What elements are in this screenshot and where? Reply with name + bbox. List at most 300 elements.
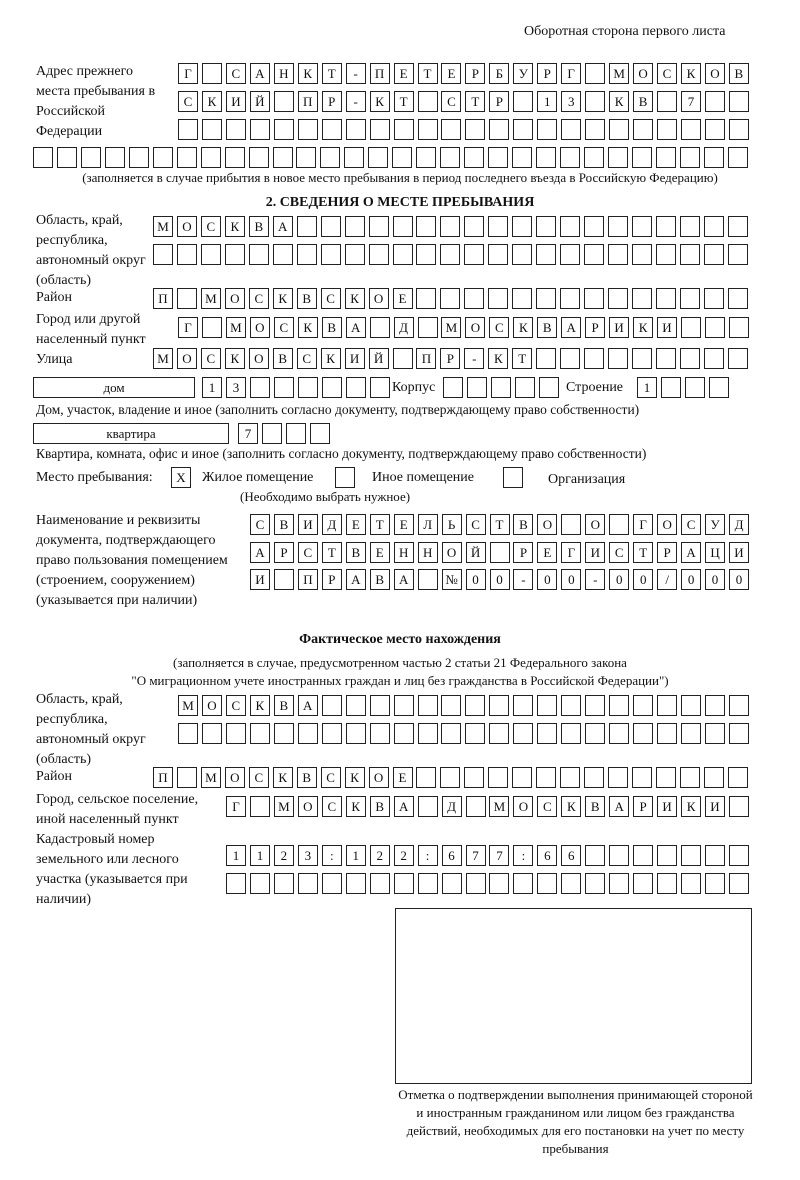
char-cell[interactable]	[705, 723, 725, 744]
char-cell[interactable]	[296, 147, 316, 168]
char-cell[interactable]: Е	[346, 514, 366, 535]
char-cell[interactable]: 7	[238, 423, 258, 444]
char-cell[interactable]	[608, 767, 628, 788]
char-cell[interactable]: С	[249, 288, 269, 309]
char-cell[interactable]: 0	[633, 569, 653, 590]
char-cell[interactable]: С	[201, 216, 221, 237]
char-cell[interactable]	[728, 348, 748, 369]
char-cell[interactable]	[369, 216, 389, 237]
char-cell[interactable]: Л	[418, 514, 438, 535]
char-cell[interactable]	[656, 348, 676, 369]
char-cell[interactable]	[394, 873, 414, 894]
char-cell[interactable]: Т	[418, 63, 438, 84]
char-cell[interactable]	[298, 723, 318, 744]
char-cell[interactable]	[441, 695, 461, 716]
char-cell[interactable]	[322, 873, 342, 894]
char-cell[interactable]	[512, 147, 532, 168]
char-cell[interactable]: 3	[226, 377, 246, 398]
char-cell[interactable]	[681, 845, 701, 866]
char-cell[interactable]	[729, 317, 749, 338]
char-cell[interactable]	[177, 244, 197, 265]
char-cell[interactable]	[465, 119, 485, 140]
char-cell[interactable]: :	[513, 845, 533, 866]
char-cell[interactable]: О	[369, 288, 389, 309]
char-cell[interactable]	[178, 723, 198, 744]
char-cell[interactable]	[536, 216, 556, 237]
char-cell[interactable]: П	[298, 569, 318, 590]
char-cell[interactable]	[705, 317, 725, 338]
char-cell[interactable]	[418, 796, 438, 817]
char-cell[interactable]: В	[729, 63, 749, 84]
char-cell[interactable]	[465, 723, 485, 744]
char-cell[interactable]: Г	[561, 542, 581, 563]
char-cell[interactable]	[657, 873, 677, 894]
char-cell[interactable]	[274, 723, 294, 744]
char-cell[interactable]	[584, 288, 604, 309]
char-cell[interactable]: И	[729, 542, 749, 563]
char-cell[interactable]: 0	[537, 569, 557, 590]
char-cell[interactable]	[488, 288, 508, 309]
char-cell[interactable]: О	[513, 796, 533, 817]
char-cell[interactable]	[560, 767, 580, 788]
house-type-field[interactable]: дом	[33, 377, 195, 398]
char-cell[interactable]	[416, 288, 436, 309]
char-cell[interactable]	[488, 244, 508, 265]
char-cell[interactable]: 0	[490, 569, 510, 590]
char-cell[interactable]	[632, 216, 652, 237]
char-cell[interactable]: С	[537, 796, 557, 817]
char-cell[interactable]	[298, 119, 318, 140]
char-cell[interactable]: Р	[465, 63, 485, 84]
char-cell[interactable]	[584, 348, 604, 369]
char-cell[interactable]	[286, 423, 306, 444]
char-cell[interactable]	[729, 119, 749, 140]
char-cell[interactable]	[490, 542, 510, 563]
char-cell[interactable]: С	[297, 348, 317, 369]
char-cell[interactable]: А	[561, 317, 581, 338]
char-cell[interactable]	[465, 695, 485, 716]
char-cell[interactable]: 1	[226, 845, 246, 866]
char-cell[interactable]: М	[226, 317, 246, 338]
char-cell[interactable]	[225, 147, 245, 168]
char-cell[interactable]: С	[441, 91, 461, 112]
char-cell[interactable]: Е	[393, 767, 413, 788]
char-cell[interactable]	[153, 244, 173, 265]
place-option-2-checkbox[interactable]	[335, 467, 355, 488]
char-cell[interactable]	[346, 723, 366, 744]
char-cell[interactable]	[368, 147, 388, 168]
char-cell[interactable]: А	[250, 542, 270, 563]
char-cell[interactable]: Р	[274, 542, 294, 563]
char-cell[interactable]: Т	[633, 542, 653, 563]
char-cell[interactable]	[345, 244, 365, 265]
char-cell[interactable]	[370, 317, 390, 338]
char-cell[interactable]	[274, 119, 294, 140]
char-cell[interactable]	[202, 317, 222, 338]
char-cell[interactable]: П	[416, 348, 436, 369]
char-cell[interactable]	[466, 873, 486, 894]
char-cell[interactable]: №	[442, 569, 462, 590]
char-cell[interactable]	[418, 119, 438, 140]
char-cell[interactable]	[729, 796, 749, 817]
char-cell[interactable]: И	[609, 317, 629, 338]
char-cell[interactable]	[440, 244, 460, 265]
char-cell[interactable]: О	[298, 796, 318, 817]
char-cell[interactable]	[394, 695, 414, 716]
char-cell[interactable]: Т	[465, 91, 485, 112]
char-cell[interactable]	[633, 695, 653, 716]
char-cell[interactable]	[539, 377, 559, 398]
char-cell[interactable]	[584, 216, 604, 237]
char-cell[interactable]: Д	[322, 514, 342, 535]
char-cell[interactable]	[704, 348, 724, 369]
char-cell[interactable]: -	[464, 348, 484, 369]
char-cell[interactable]	[464, 244, 484, 265]
char-cell[interactable]: У	[705, 514, 725, 535]
char-cell[interactable]	[177, 767, 197, 788]
char-cell[interactable]	[609, 723, 629, 744]
char-cell[interactable]	[729, 723, 749, 744]
char-cell[interactable]	[704, 147, 724, 168]
char-cell[interactable]: 6	[442, 845, 462, 866]
char-cell[interactable]	[346, 377, 366, 398]
char-cell[interactable]: О	[705, 63, 725, 84]
char-cell[interactable]: М	[153, 348, 173, 369]
char-cell[interactable]	[394, 119, 414, 140]
char-cell[interactable]: С	[681, 514, 701, 535]
char-cell[interactable]	[515, 377, 535, 398]
char-cell[interactable]: О	[633, 63, 653, 84]
char-cell[interactable]	[585, 845, 605, 866]
char-cell[interactable]: В	[633, 91, 653, 112]
char-cell[interactable]: С	[298, 542, 318, 563]
char-cell[interactable]	[661, 377, 681, 398]
char-cell[interactable]: Д	[442, 796, 462, 817]
char-cell[interactable]	[609, 695, 629, 716]
char-cell[interactable]: 2	[370, 845, 390, 866]
char-cell[interactable]	[537, 119, 557, 140]
char-cell[interactable]: Т	[490, 514, 510, 535]
char-cell[interactable]: О	[585, 514, 605, 535]
char-cell[interactable]: И	[345, 348, 365, 369]
char-cell[interactable]	[440, 216, 460, 237]
char-cell[interactable]	[656, 216, 676, 237]
char-cell[interactable]	[464, 216, 484, 237]
char-cell[interactable]: М	[201, 288, 221, 309]
char-cell[interactable]: Т	[370, 514, 390, 535]
char-cell[interactable]	[418, 873, 438, 894]
char-cell[interactable]	[250, 873, 270, 894]
char-cell[interactable]: Н	[418, 542, 438, 563]
char-cell[interactable]	[370, 723, 390, 744]
char-cell[interactable]: 1	[346, 845, 366, 866]
char-cell[interactable]	[729, 695, 749, 716]
char-cell[interactable]: М	[201, 767, 221, 788]
char-cell[interactable]	[488, 216, 508, 237]
char-cell[interactable]: Д	[394, 317, 414, 338]
char-cell[interactable]: 0	[561, 569, 581, 590]
char-cell[interactable]	[201, 147, 221, 168]
char-cell[interactable]	[561, 119, 581, 140]
char-cell[interactable]	[273, 147, 293, 168]
char-cell[interactable]	[633, 723, 653, 744]
char-cell[interactable]: В	[249, 216, 269, 237]
char-cell[interactable]	[680, 244, 700, 265]
char-cell[interactable]	[392, 147, 412, 168]
char-cell[interactable]: И	[226, 91, 246, 112]
char-cell[interactable]	[418, 723, 438, 744]
char-cell[interactable]	[704, 767, 724, 788]
char-cell[interactable]	[705, 695, 725, 716]
char-cell[interactable]	[584, 767, 604, 788]
char-cell[interactable]	[393, 244, 413, 265]
char-cell[interactable]	[370, 873, 390, 894]
char-cell[interactable]: 1	[250, 845, 270, 866]
char-cell[interactable]	[585, 723, 605, 744]
char-cell[interactable]: С	[226, 695, 246, 716]
char-cell[interactable]	[681, 695, 701, 716]
char-cell[interactable]	[274, 569, 294, 590]
char-cell[interactable]	[489, 119, 509, 140]
char-cell[interactable]: Г	[561, 63, 581, 84]
char-cell[interactable]	[298, 873, 318, 894]
char-cell[interactable]: Е	[370, 542, 390, 563]
char-cell[interactable]: С	[489, 317, 509, 338]
char-cell[interactable]	[513, 873, 533, 894]
char-cell[interactable]: М	[441, 317, 461, 338]
char-cell[interactable]: С	[226, 63, 246, 84]
char-cell[interactable]	[584, 244, 604, 265]
char-cell[interactable]: В	[274, 695, 294, 716]
char-cell[interactable]	[585, 63, 605, 84]
char-cell[interactable]	[584, 147, 604, 168]
char-cell[interactable]: В	[537, 317, 557, 338]
char-cell[interactable]	[298, 377, 318, 398]
char-cell[interactable]	[536, 244, 556, 265]
char-cell[interactable]	[561, 873, 581, 894]
char-cell[interactable]: К	[273, 767, 293, 788]
char-cell[interactable]: 1	[637, 377, 657, 398]
char-cell[interactable]	[561, 695, 581, 716]
char-cell[interactable]	[609, 119, 629, 140]
char-cell[interactable]	[202, 63, 222, 84]
char-cell[interactable]: 6	[537, 845, 557, 866]
char-cell[interactable]	[321, 244, 341, 265]
char-cell[interactable]: В	[273, 348, 293, 369]
char-cell[interactable]: Й	[369, 348, 389, 369]
char-cell[interactable]	[250, 377, 270, 398]
char-cell[interactable]: О	[225, 767, 245, 788]
char-cell[interactable]	[393, 216, 413, 237]
char-cell[interactable]: К	[298, 317, 318, 338]
char-cell[interactable]: А	[609, 796, 629, 817]
char-cell[interactable]	[512, 216, 532, 237]
char-cell[interactable]	[609, 845, 629, 866]
char-cell[interactable]	[262, 423, 282, 444]
char-cell[interactable]: В	[585, 796, 605, 817]
char-cell[interactable]	[704, 288, 724, 309]
char-cell[interactable]	[322, 695, 342, 716]
char-cell[interactable]	[536, 147, 556, 168]
char-cell[interactable]: М	[153, 216, 173, 237]
char-cell[interactable]	[537, 723, 557, 744]
char-cell[interactable]	[633, 845, 653, 866]
char-cell[interactable]: О	[177, 348, 197, 369]
char-cell[interactable]	[226, 723, 246, 744]
char-cell[interactable]	[608, 244, 628, 265]
char-cell[interactable]	[464, 767, 484, 788]
char-cell[interactable]	[657, 119, 677, 140]
char-cell[interactable]	[560, 147, 580, 168]
char-cell[interactable]: Т	[322, 63, 342, 84]
char-cell[interactable]	[440, 288, 460, 309]
char-cell[interactable]: К	[345, 767, 365, 788]
char-cell[interactable]	[441, 119, 461, 140]
char-cell[interactable]	[250, 796, 270, 817]
char-cell[interactable]	[489, 723, 509, 744]
char-cell[interactable]	[585, 91, 605, 112]
char-cell[interactable]: К	[633, 317, 653, 338]
char-cell[interactable]	[657, 845, 677, 866]
char-cell[interactable]: О	[177, 216, 197, 237]
char-cell[interactable]	[322, 119, 342, 140]
char-cell[interactable]	[609, 873, 629, 894]
char-cell[interactable]	[709, 377, 729, 398]
char-cell[interactable]	[632, 147, 652, 168]
char-cell[interactable]	[681, 873, 701, 894]
char-cell[interactable]: К	[561, 796, 581, 817]
char-cell[interactable]	[513, 695, 533, 716]
char-cell[interactable]: К	[346, 796, 366, 817]
char-cell[interactable]: Р	[585, 317, 605, 338]
char-cell[interactable]: К	[609, 91, 629, 112]
char-cell[interactable]: К	[321, 348, 341, 369]
char-cell[interactable]	[681, 317, 701, 338]
char-cell[interactable]: С	[178, 91, 198, 112]
char-cell[interactable]: 7	[489, 845, 509, 866]
char-cell[interactable]: 2	[394, 845, 414, 866]
char-cell[interactable]	[633, 119, 653, 140]
char-cell[interactable]	[656, 147, 676, 168]
char-cell[interactable]: :	[322, 845, 342, 866]
char-cell[interactable]	[537, 695, 557, 716]
char-cell[interactable]: 7	[681, 91, 701, 112]
char-cell[interactable]	[680, 147, 700, 168]
char-cell[interactable]	[609, 514, 629, 535]
char-cell[interactable]	[491, 377, 511, 398]
char-cell[interactable]	[488, 767, 508, 788]
char-cell[interactable]: П	[153, 288, 173, 309]
char-cell[interactable]	[443, 377, 463, 398]
char-cell[interactable]: Г	[226, 796, 246, 817]
char-cell[interactable]	[560, 216, 580, 237]
char-cell[interactable]: Р	[537, 63, 557, 84]
char-cell[interactable]	[129, 147, 149, 168]
char-cell[interactable]	[177, 147, 197, 168]
char-cell[interactable]: П	[298, 91, 318, 112]
char-cell[interactable]: О	[657, 514, 677, 535]
char-cell[interactable]: -	[513, 569, 533, 590]
char-cell[interactable]	[608, 288, 628, 309]
char-cell[interactable]: С	[466, 514, 486, 535]
char-cell[interactable]: Ц	[705, 542, 725, 563]
char-cell[interactable]: О	[225, 288, 245, 309]
char-cell[interactable]	[33, 147, 53, 168]
char-cell[interactable]	[585, 119, 605, 140]
char-cell[interactable]	[226, 873, 246, 894]
char-cell[interactable]	[704, 244, 724, 265]
char-cell[interactable]: Н	[274, 63, 294, 84]
char-cell[interactable]: В	[297, 288, 317, 309]
char-cell[interactable]: Т	[394, 91, 414, 112]
char-cell[interactable]: И	[657, 317, 677, 338]
char-cell[interactable]	[370, 377, 390, 398]
char-cell[interactable]	[320, 147, 340, 168]
char-cell[interactable]	[297, 244, 317, 265]
char-cell[interactable]: П	[370, 63, 390, 84]
char-cell[interactable]: Е	[394, 514, 414, 535]
char-cell[interactable]: И	[585, 542, 605, 563]
char-cell[interactable]	[418, 695, 438, 716]
char-cell[interactable]: Р	[657, 542, 677, 563]
char-cell[interactable]	[513, 91, 533, 112]
char-cell[interactable]	[418, 569, 438, 590]
char-cell[interactable]	[250, 723, 270, 744]
char-cell[interactable]	[394, 723, 414, 744]
char-cell[interactable]: С	[321, 767, 341, 788]
char-cell[interactable]: К	[225, 348, 245, 369]
char-cell[interactable]: С	[322, 796, 342, 817]
char-cell[interactable]	[536, 348, 556, 369]
char-cell[interactable]: 0	[609, 569, 629, 590]
char-cell[interactable]	[513, 119, 533, 140]
place-option-1-checkbox[interactable]: X	[171, 467, 191, 488]
char-cell[interactable]: Р	[513, 542, 533, 563]
char-cell[interactable]: К	[345, 288, 365, 309]
char-cell[interactable]	[656, 288, 676, 309]
char-cell[interactable]	[728, 147, 748, 168]
char-cell[interactable]: С	[274, 317, 294, 338]
char-cell[interactable]	[346, 119, 366, 140]
char-cell[interactable]: С	[249, 767, 269, 788]
char-cell[interactable]: М	[609, 63, 629, 84]
char-cell[interactable]: А	[394, 796, 414, 817]
char-cell[interactable]: В	[274, 514, 294, 535]
char-cell[interactable]	[393, 348, 413, 369]
char-cell[interactable]: О	[250, 317, 270, 338]
char-cell[interactable]: К	[273, 288, 293, 309]
flat-type-field[interactable]: квартира	[33, 423, 229, 444]
char-cell[interactable]	[369, 244, 389, 265]
char-cell[interactable]: В	[322, 317, 342, 338]
char-cell[interactable]: К	[513, 317, 533, 338]
char-cell[interactable]	[728, 216, 748, 237]
char-cell[interactable]: В	[513, 514, 533, 535]
char-cell[interactable]	[57, 147, 77, 168]
char-cell[interactable]	[728, 767, 748, 788]
char-cell[interactable]	[680, 216, 700, 237]
char-cell[interactable]: Т	[322, 542, 342, 563]
char-cell[interactable]	[418, 317, 438, 338]
char-cell[interactable]	[705, 845, 725, 866]
char-cell[interactable]	[632, 348, 652, 369]
char-cell[interactable]	[680, 288, 700, 309]
char-cell[interactable]: 7	[466, 845, 486, 866]
char-cell[interactable]	[416, 147, 436, 168]
char-cell[interactable]: 0	[466, 569, 486, 590]
char-cell[interactable]	[685, 377, 705, 398]
char-cell[interactable]: О	[442, 542, 462, 563]
